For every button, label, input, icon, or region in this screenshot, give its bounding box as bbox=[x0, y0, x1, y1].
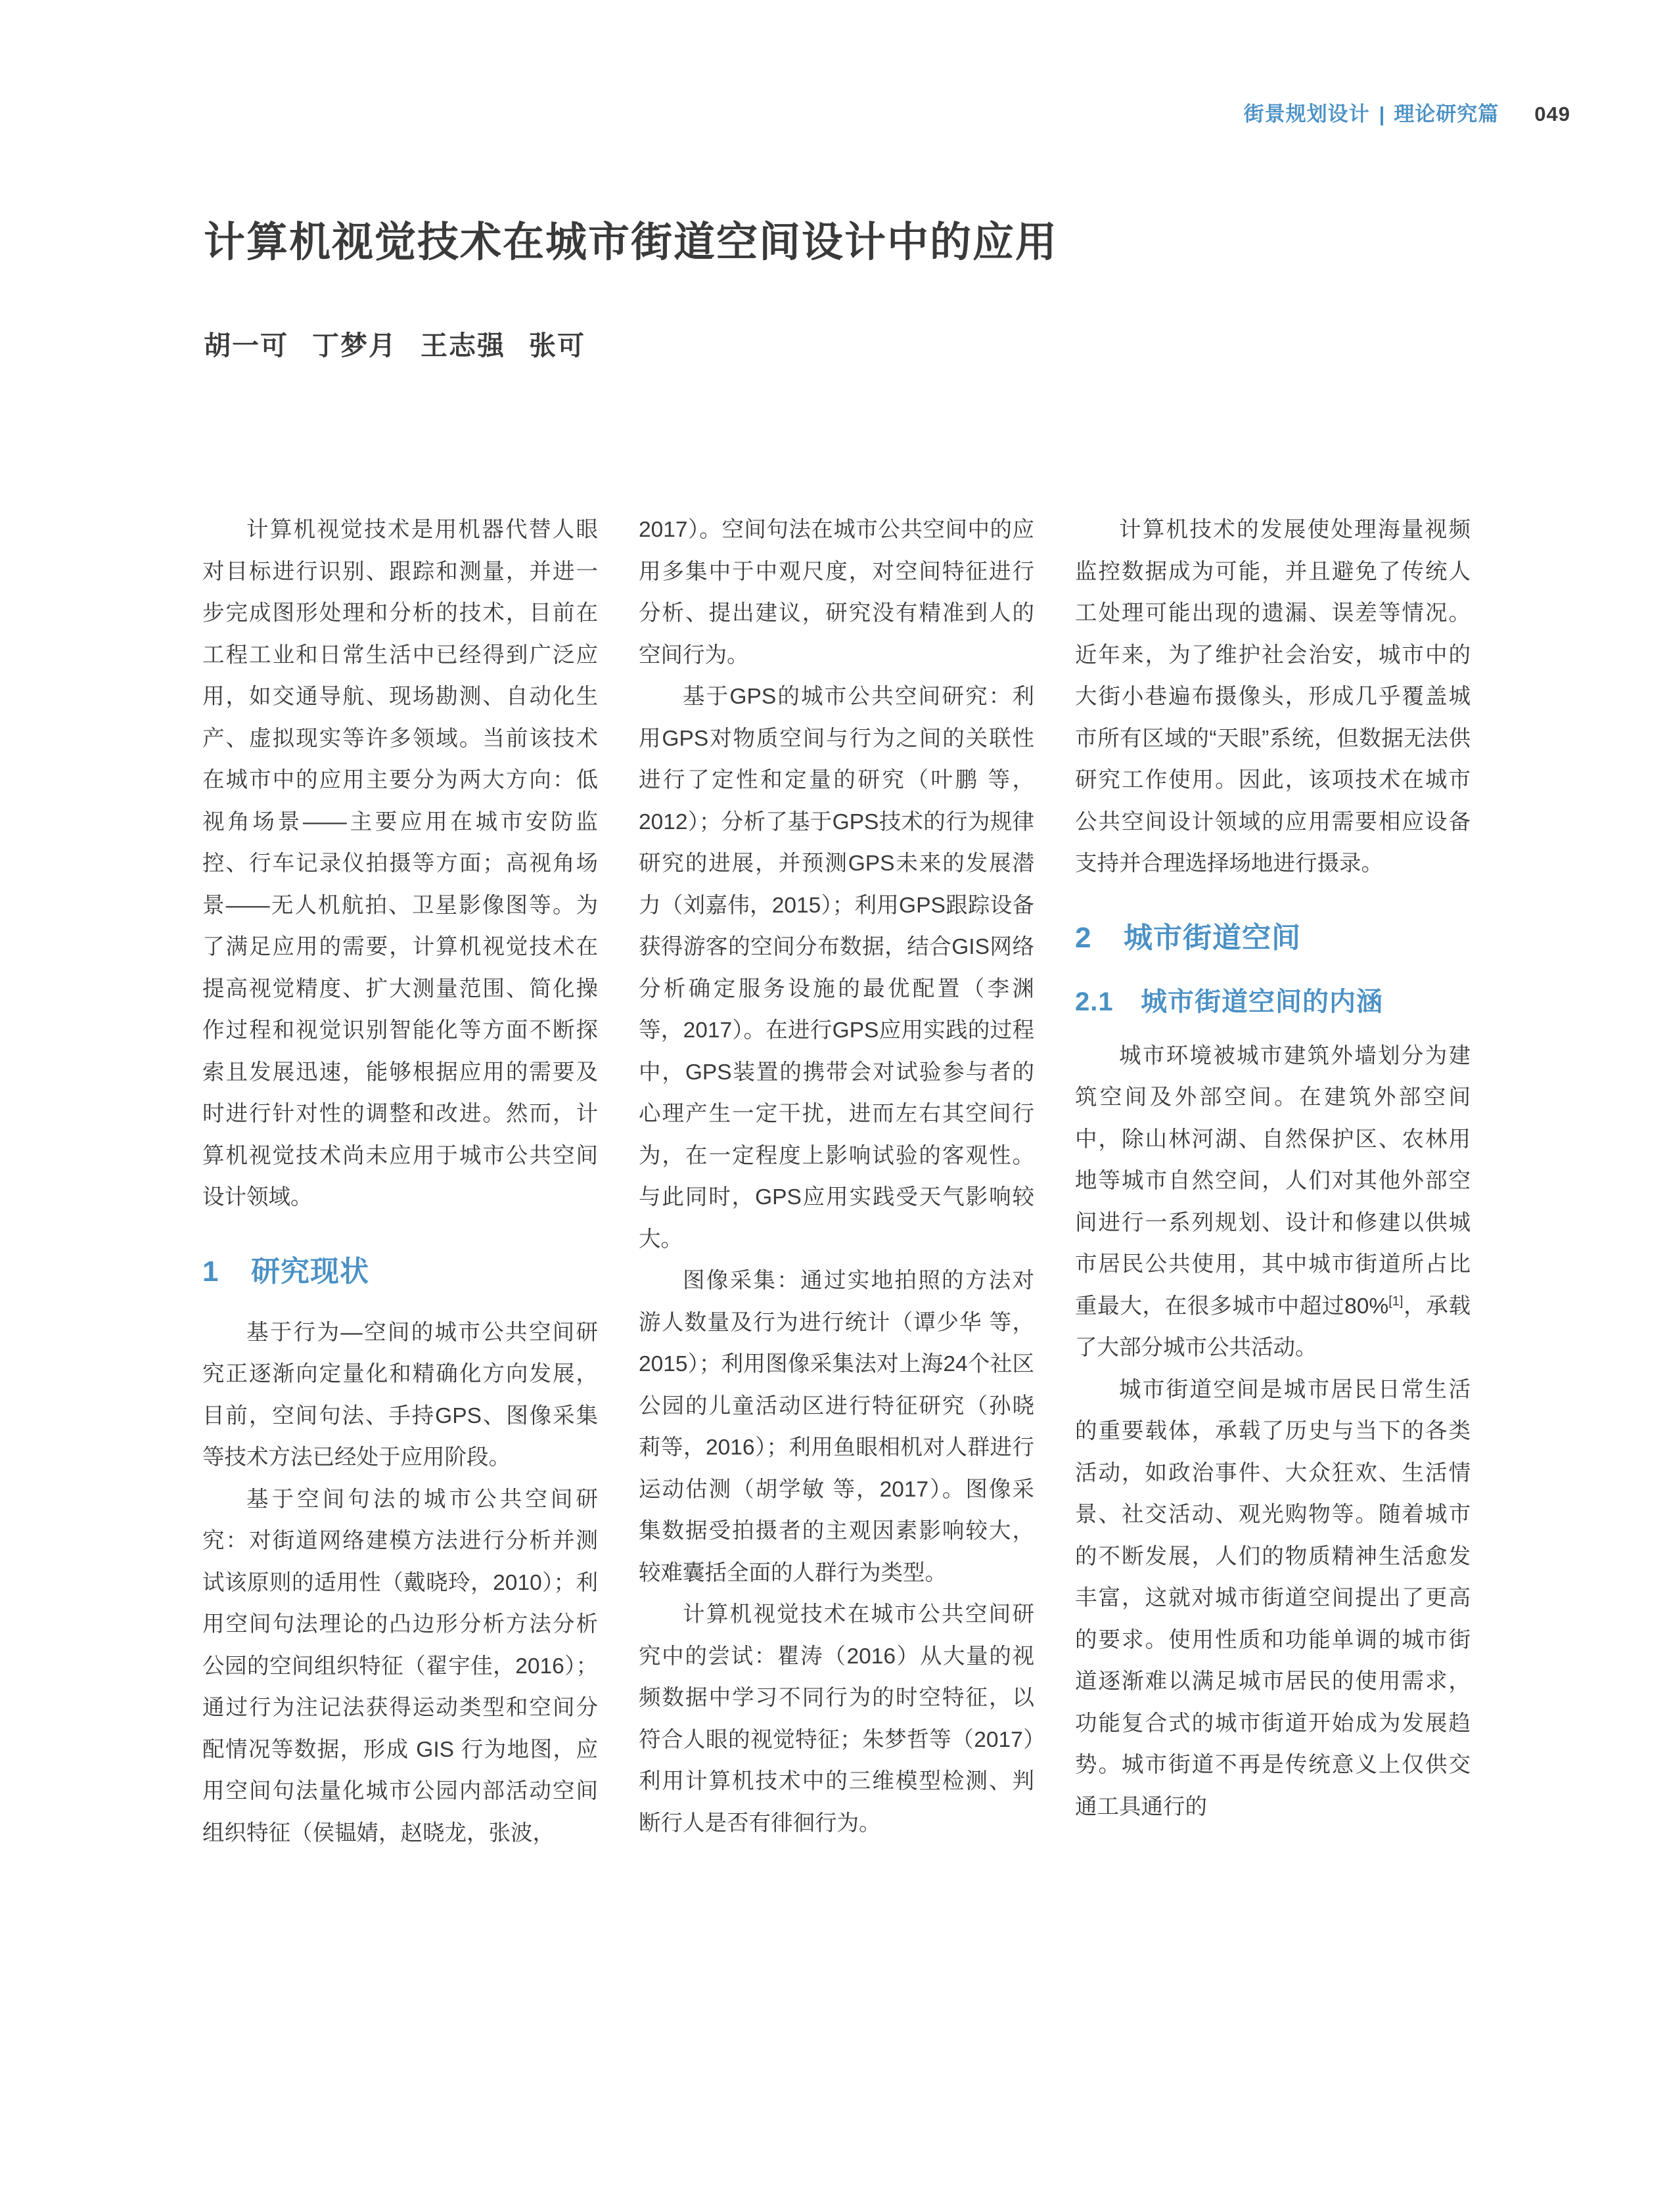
heading-number: 2.1 bbox=[1075, 987, 1114, 1016]
page-number: 049 bbox=[1534, 102, 1570, 125]
body-paragraph-continuation: 2017）。空间句法在城市公共空间中的应用多集中于中观尺度，对空间特征进行分析、提出建议，研究没有精准到人的空间行为。 bbox=[639, 518, 1034, 667]
paragraph-text: 城市环境被城市建筑外墙划分为建筑空间及外部空间。在建筑外部空间中，除山林河湖、自然保护区、农林用地等城市自然空间，人们对其他外部空间进行一系列规划、设计和修建以供城市居民公共使用，其中城市街道所占比重最大，在很多城市中超过80% bbox=[1075, 1043, 1471, 1319]
body-paragraph: 计算机技术的发展使处理海量视频监控数据成为可能，并且避免了传统人工处理可能出现的遗漏、误差等情况。近年来，为了维护社会治安，城市中的大街小巷遍布摄像头，形成几乎覆盖城市所有区域的“天眼”系统，但数据无法供研究工作使用。因此，该项技术在城市公共空间设计领域的应用需要相应设备支持并合理选择场地进行摄录。 bbox=[1075, 518, 1471, 876]
body-paragraph: 计算机视觉技术在城市公共空间研究中的尝试：瞿涛（2016）从大量的视频数据中学习不同行为的时空特征，以符合人眼的视觉特征；朱梦哲等（2017）利用计算机技术中的三维模型检测、判断行人是否有徘徊行为。 bbox=[639, 1602, 1034, 1836]
heading-text: 城市街道空间 bbox=[1124, 921, 1301, 954]
body-paragraph: 城市街道空间是城市居民日常生活的重要载体，承载了历史与当下的各类活动，如政治事件、大众狂欢、生活情景、社交活动、观光购物等。随着城市的不断发展，人们的物质精神生活愈发丰富，这就对城市街道空间提出了更高的要求。使用性质和功能单调的城市街道逐渐难以满足城市居民的使用需求，功能复合式的城市街道开始成为发展趋势。城市街道不再是传统意义上仅供交通工具通行的 bbox=[1075, 1377, 1471, 1819]
body-paragraph: 计算机视觉技术是用机器代替人眼对目标进行识别、跟踪和测量，并进一步完成图形处理和分析的技术，目前在工程工业和日常生活中已经得到广泛应用，如交通导航、现场勘测、自动化生产、虚拟现实等许多领域。当前该技术在城市中的应用主要分为两大方向：低视角场景——主要应用在城市安防监控、行车记录仪拍摄等方面；高视角场景——无人机航拍、卫星影像图等。为了满足应用的需要，计算机视觉技术在提高视觉精度、扩大测量范围、简化操作过程和视觉识别智能化等方面不断探索且发展迅速，能够根据应用的需要及时进行针对性的调整和改进。然而，计算机视觉技术尚未应用于城市公共空间设计领域。 bbox=[202, 518, 598, 1209]
reference-marker: [1] bbox=[1388, 1294, 1404, 1309]
running-header bbox=[1244, 97, 1570, 127]
heading-number: 1 bbox=[202, 1255, 219, 1288]
heading-number: 2 bbox=[1075, 921, 1092, 954]
section-heading bbox=[1075, 914, 1471, 956]
article-body-columns bbox=[202, 509, 1471, 1854]
section-heading bbox=[202, 1248, 598, 1290]
header-section-label: 街景规划设计 bbox=[1243, 102, 1370, 125]
author-name: 张可 bbox=[529, 330, 585, 361]
text-column bbox=[639, 509, 1034, 1854]
body-paragraph: 图像采集：通过实地拍照的方法对游人数量及行为进行统计（谭少华 等，2015）；利用图像采集法对上海24个社区公园的儿童活动区进行特征研究（孙晓莉等，2016）；利用鱼眼相机对人群进行运动估测（胡学敏 等，2017）。图像采集数据受拍摄者的主观因素影响较大，较难囊括全面的人群行为类型。 bbox=[639, 1269, 1034, 1585]
text-column bbox=[202, 509, 598, 1854]
body-paragraph bbox=[1075, 1035, 1471, 1369]
text-column bbox=[1075, 509, 1471, 1854]
header-separator: | bbox=[1379, 102, 1385, 125]
author-name: 丁梦月 bbox=[312, 330, 397, 361]
header-subsection-label: 理论研究篇 bbox=[1394, 102, 1499, 125]
author-name: 王志强 bbox=[421, 330, 505, 361]
body-paragraph: 基于空间句法的城市公共空间研究：对街道网络建模方法进行分析并测试该原则的适用性（戴晓玲，2010）；利用空间句法理论的凸边形分析方法分析公园的空间组织特征（翟宇佳，2016）；通过行为注记法获得运动类型和空间分配情况等数据，形成 GIS 行为地图，应用空间句法量化城市公园内部活动空间组织特征（侯韫婧，赵晓龙，张波， bbox=[202, 1487, 598, 1845]
body-paragraph: 基于GPS的城市公共空间研究：利用GPS对物质空间与行为之间的关联性进行了定性和定量的研究（叶鹏 等，2012）；分析了基于GPS技术的行为规律研究的进展，并预测GPS未来的发展潜力（刘嘉伟，2015）；利用GPS跟踪设备获得游客的空间分布数据，结合GIS网络分析确定服务设施的最优配置（李渊 等，2017）。在进行GPS应用实践的过程中，GPS装置的携带会对试验参与者的心理产生一定干扰，进而左右其空间行为，在一定程度上影响试验的客观性。与此同时，GPS应用实践受天气影响较大。 bbox=[639, 685, 1034, 1252]
article-authors bbox=[204, 324, 1492, 363]
subsection-heading bbox=[1075, 981, 1471, 1018]
body-paragraph: 基于行为—空间的城市公共空间研究正逐渐向定量化和精确化方向发展，目前，空间句法、手持GPS、图像采集等技术方法已经处于应用阶段。 bbox=[202, 1320, 598, 1470]
paragraph-text-tail: ，承载了大部分城市公共活动。 bbox=[1075, 1294, 1471, 1360]
heading-text: 城市街道空间的内涵 bbox=[1141, 987, 1383, 1016]
author-name: 胡一可 bbox=[204, 330, 288, 361]
heading-text: 研究现状 bbox=[251, 1255, 369, 1288]
article-title: 计算机视觉技术在城市街道空间设计中的应用 bbox=[204, 219, 1058, 266]
